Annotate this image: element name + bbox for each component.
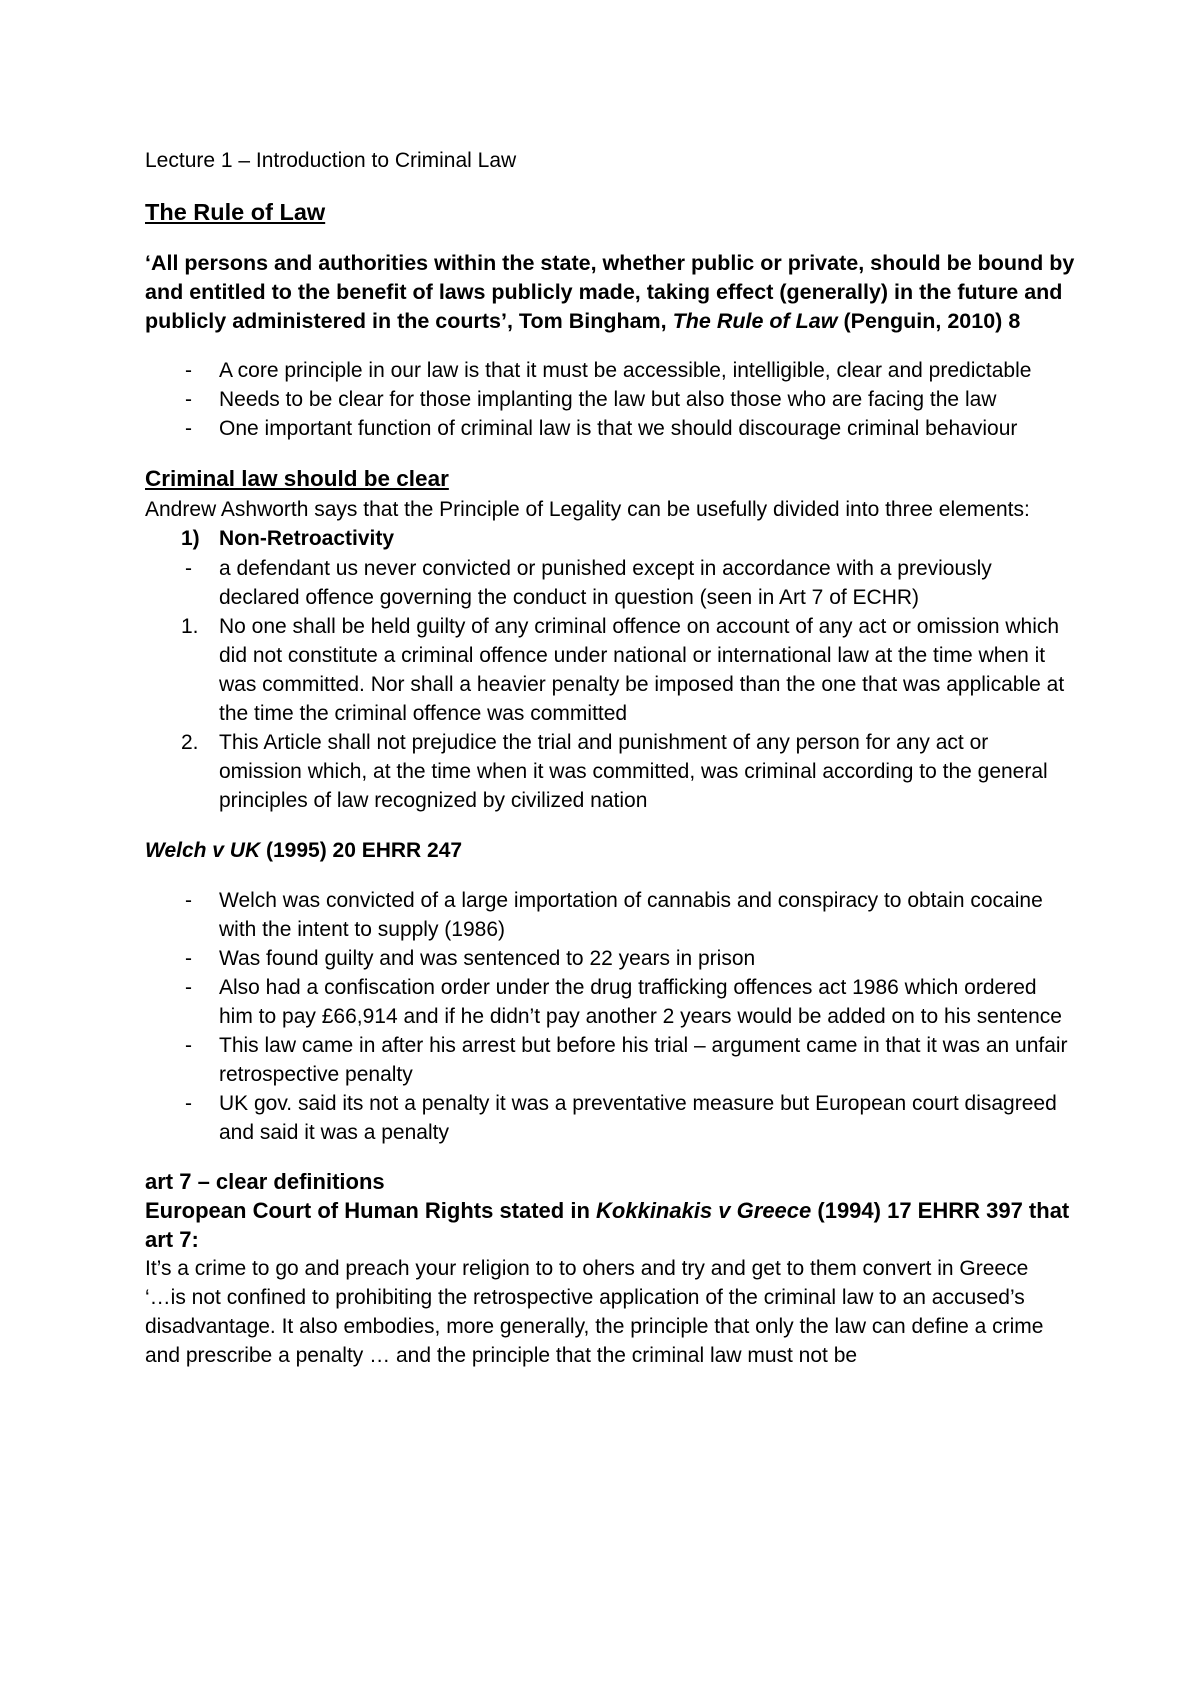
list-item: - Was found guilty and was sentenced to 22 years in prison xyxy=(185,947,756,970)
case-kokkinakis-name: Kokkinakis v Greece xyxy=(596,1198,812,1223)
welch-bullets xyxy=(145,886,1075,1147)
subheading-non-retroactivity: 1) Non-Retroactivity xyxy=(181,527,395,550)
bingham-quote-tail: (Penguin, 2010) 8 xyxy=(837,309,1021,333)
list-item: - This law came in after his arrest but before his trial – argument came in that it was an unfair retrospective penalty xyxy=(185,1034,1068,1086)
bingham-quote xyxy=(145,249,1075,336)
heading-art-7: art 7 – clear definitions xyxy=(145,1169,385,1194)
list-item: 1. No one shall be held guilty of any criminal offence on account of any act or omission which did not constitute a criminal offence under national or international law at the time when it was committed. Nor shall a heavier penalty be imposed than the one that was applicable at the time the criminal offence was committed xyxy=(181,615,1065,725)
non-retroactivity-bullets xyxy=(145,554,1075,612)
list-item: 2. This Article shall not prejudice the trial and punishment of any person for any act or omission which, at the time when it was committed, was criminal according to the general principles of law recognized by civilized nation xyxy=(181,731,1048,812)
list-item: - a defendant us never convicted or punished except in accordance with a previously declared offence governing the conduct in question (seen in Art 7 of ECHR) xyxy=(185,557,992,609)
case-welch-name: Welch v UK xyxy=(145,839,261,862)
list-item: - UK gov. said its not a penalty it was a preventative measure but European court disagreed and said it was a penalty xyxy=(185,1092,1057,1144)
greece-note: It’s a crime to go and preach your religion to to ohers and try and get to them convert in Greece xyxy=(145,1257,1029,1280)
lecture-title: Lecture 1 – Introduction to Criminal Law xyxy=(145,149,517,172)
list-item: - Also had a confiscation order under the drug trafficking offences act 1986 which ordered him to pay £66,914 and if he didn’t pay another 2 years would be added on to his sentence xyxy=(185,976,1062,1028)
heading-rule-of-law: The Rule of Law xyxy=(145,199,326,225)
article-7-list xyxy=(145,612,1075,815)
bingham-quote-book: The Rule of Law xyxy=(672,309,838,333)
case-welch xyxy=(145,836,1075,865)
list-item: - One important function of criminal law is that we should discourage criminal behaviour xyxy=(185,417,1018,440)
rule-of-law-bullets xyxy=(145,356,1075,443)
document-body xyxy=(145,146,1075,1370)
heading-criminal-law-clear: Criminal law should be clear xyxy=(145,466,449,491)
list-item: - Welch was convicted of a large importation of cannabis and conspiracy to obtain cocaine with the intent to supply (1986) xyxy=(185,889,1043,941)
list-item: - Needs to be clear for those implanting the law but also those who are facing the law xyxy=(185,388,997,411)
bingham-quote-text: ‘All persons and authorities within the state, whether public or private, should be bound by and entitled to the benefit of laws publicly made, taking effect (generally) in the future and publicly administered in the courts’, Tom Bingham, xyxy=(145,251,1075,333)
kokkinakis-quote: ‘…is not confined to prohibiting the retrospective application of the criminal law to an accused’s disadvantage. It also embodies, more generally, the principle that only the law can define a crime and prescribe a penalty … and the principle that the criminal law must not be xyxy=(145,1286,1044,1367)
ashworth-intro: Andrew Ashworth says that the Principle of Legality can be usefully divided into three elements: xyxy=(145,498,1030,521)
list-item: - A core principle in our law is that it must be accessible, intelligible, clear and predictable xyxy=(185,359,1032,382)
case-welch-citation: (1995) 20 EHRR 247 xyxy=(260,839,463,862)
kokkinakis-statement: European Court of Human Rights stated in Kokkinakis v Greece (1994) 17 EHRR 397 that art 7: xyxy=(145,1198,1070,1252)
